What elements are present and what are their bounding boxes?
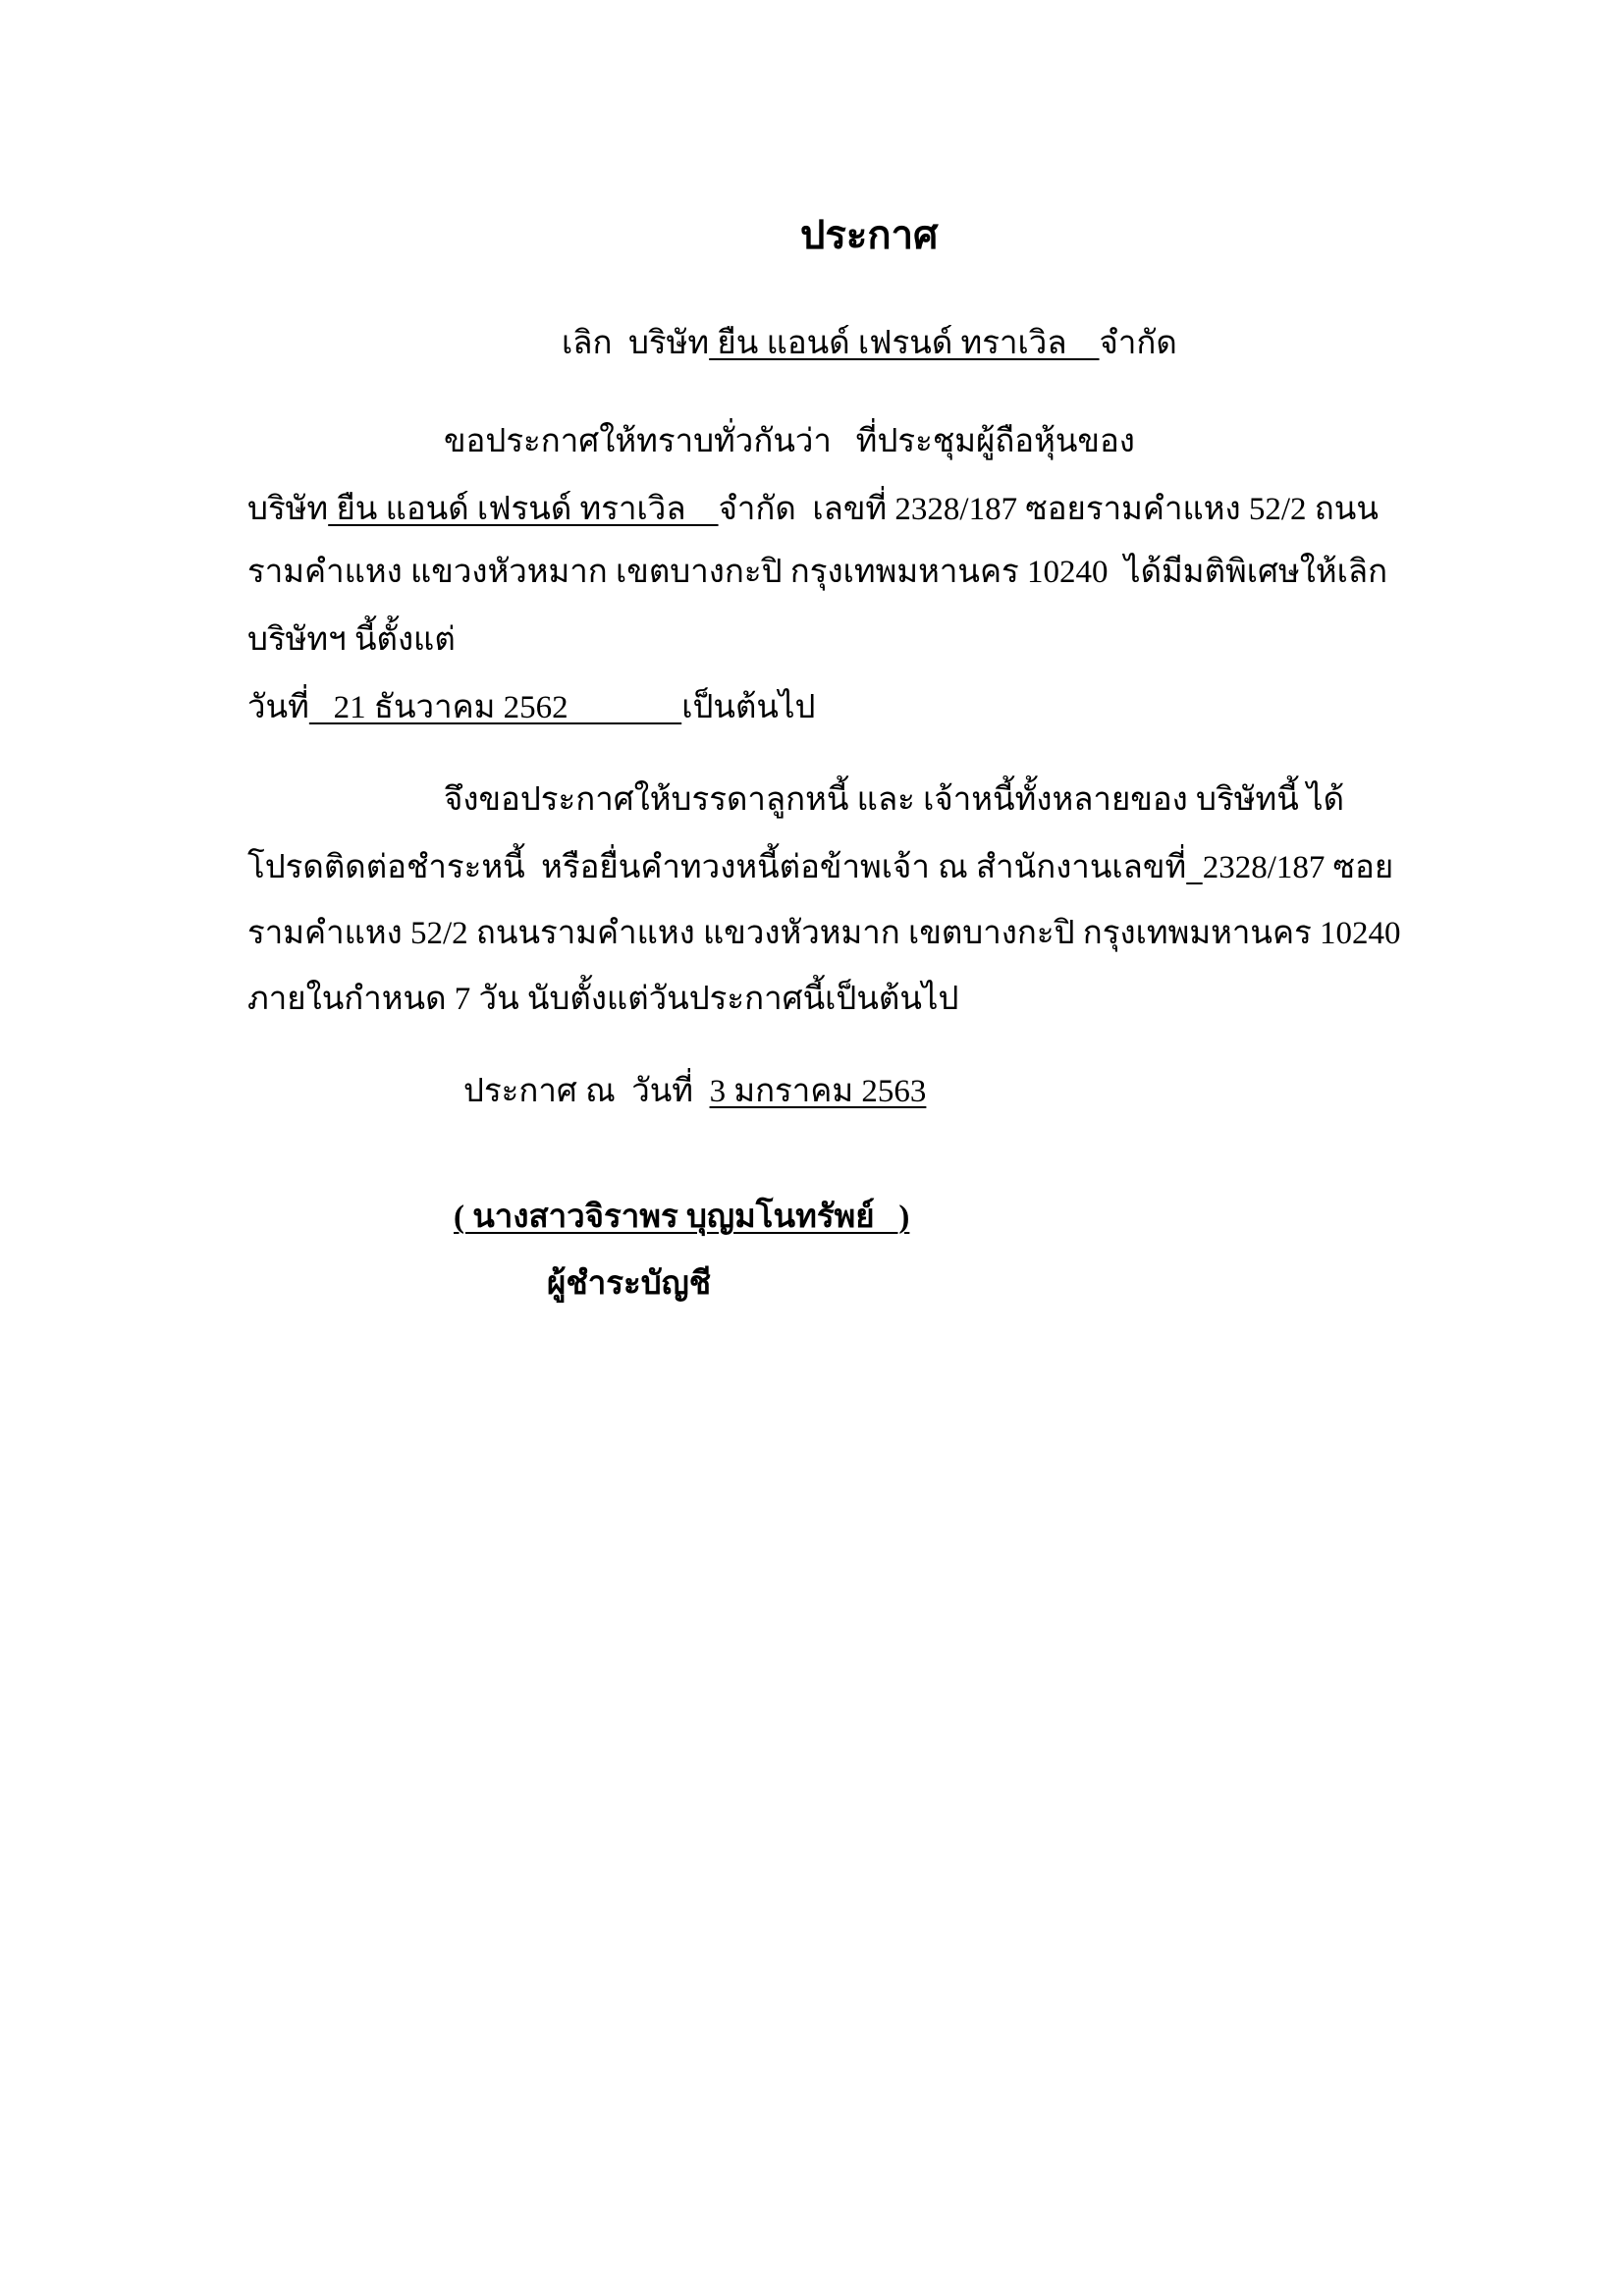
announcement-date-line (463, 1072, 926, 1111)
subject-company-name: ยืน แอนด์ เฟรนด์ ทราเวิล (709, 326, 1100, 361)
para2-line2-blank (1186, 850, 1203, 885)
announcement-date: 3 มกราคม 2563 (709, 1074, 927, 1109)
para2-line1: จึงขอประกาศให้บรรดาลูกหนี้ และ เจ้าหนี้ทั้งหลายของ บริษัทนี้ ได้ (444, 782, 1345, 818)
para1-line5 (247, 688, 816, 727)
para2-line2-suffix: 2328/187 ซอย (1202, 850, 1394, 885)
effective-date-suffix: เป็นต้นไป (681, 690, 816, 725)
effective-date-prefix: วันที่ (247, 690, 309, 725)
page-title: ประกาศ (800, 213, 939, 257)
effective-date: 21 ธันวาคม 2562 (308, 690, 682, 725)
subject-line (562, 324, 1177, 363)
announcement-date-prefix: ประกาศ ณ วันที่ (463, 1074, 710, 1109)
para2-line2 (247, 848, 1393, 887)
para1-line1: ขอประกาศให้ทราบทั่วกันว่า ที่ประชุมผู้ถือหุ้นของ (444, 424, 1135, 459)
para2-line2-prefix: โปรดติดต่อชำระหนี้ หรือยื่นคำทวงหนี้ต่อข้าพเจ้า ณ สำนักงานเลขที่ (247, 850, 1187, 885)
para2-line3: รามคำแหง 52/2 ถนนรามคำแหง แขวงหัวหมาก เขตบางกะปิ กรุงเทพมหานคร 10240 (247, 916, 1401, 951)
para1-company-name: ยืน แอนด์ เฟรนด์ ทราเวิล (328, 492, 719, 527)
signatory-name: ( นางสาวจิราพร บุญมโนทรัพย์ ) (454, 1200, 910, 1235)
signatory-role: ผู้ชำระบัญชี (547, 1266, 712, 1302)
subject-suffix: จำกัด (1099, 326, 1177, 361)
subject-prefix: เลิก บริษัท (562, 326, 710, 361)
para1-company-prefix: บริษัท (247, 492, 329, 527)
para2-line4: ภายในกำหนด 7 วัน นับตั้งแต่วันประกาศนี้เป็นต้นไป (247, 982, 959, 1017)
para1-line4: บริษัทฯ นี้ตั้งแต่ (247, 622, 456, 658)
para1-line2 (247, 490, 1379, 529)
para1-line3: รามคำแหง แขวงหัวหมาก เขตบางกะปิ กรุงเทพมหานคร 10240 ได้มีมติพิเศษให้เลิก (247, 555, 1388, 590)
para1-company-rest: จำกัด เลขที่ 2328/187 ซอยรามคำแหง 52/2 ถนน (718, 492, 1379, 527)
